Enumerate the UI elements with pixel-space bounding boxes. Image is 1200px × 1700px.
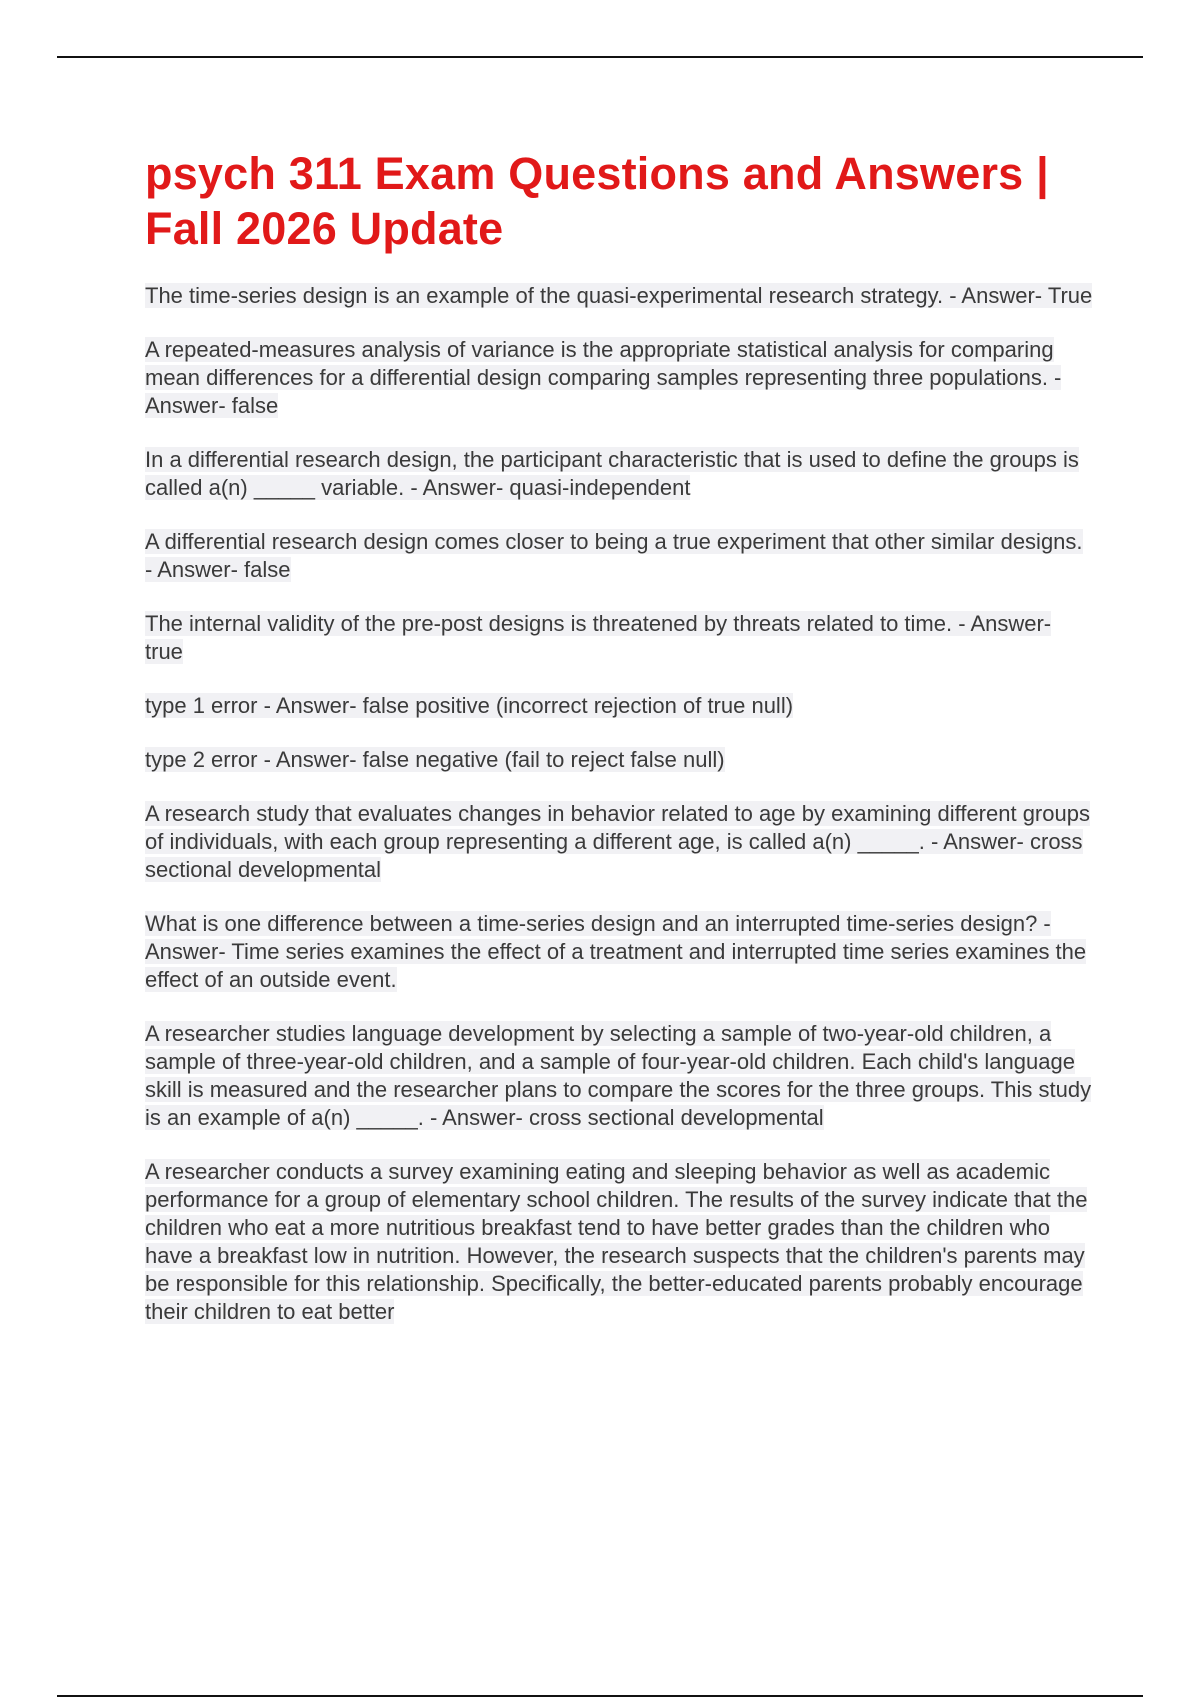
qa-item-text: A repeated-measures analysis of variance is the appropriate statistical analysis for comparing mean differences for a differential design comparing samples representing three populations. - Answer- false	[145, 337, 1062, 418]
page-title: psych 311 Exam Questions and Answers | Fall 2026 Update	[145, 148, 1049, 254]
qa-item-text: The internal validity of the pre-post designs is threatened by threats related to time. - Answer- true	[145, 611, 1052, 664]
qa-list	[145, 282, 1095, 1326]
qa-item	[145, 1020, 1095, 1132]
qa-item	[145, 528, 1095, 584]
bottom-rule	[57, 1695, 1143, 1697]
document-body	[145, 146, 1095, 1352]
qa-item-text: In a differential research design, the participant characteristic that is used to define the groups is called a(n) _____ variable. - Answer- quasi-independent	[145, 447, 1079, 500]
qa-item	[145, 610, 1095, 666]
qa-item-text: A differential research design comes closer to being a true experiment that other similar designs. - Answer- false	[145, 529, 1083, 582]
qa-item-text: type 2 error - Answer- false negative (fail to reject false null)	[145, 747, 725, 772]
qa-item-text: type 1 error - Answer- false positive (incorrect rejection of true null)	[145, 693, 794, 718]
top-rule	[57, 56, 1143, 58]
qa-item	[145, 692, 1095, 720]
qa-item	[145, 746, 1095, 774]
qa-item-text: What is one difference between a time-series design and an interrupted time-series design? - Answer- Time series examines the effect of a treatment and interrupted time series examines the effect of an outside event.	[145, 911, 1087, 992]
qa-item-text: The time-series design is an example of the quasi-experimental research strategy. - Answer- True	[145, 283, 1093, 308]
qa-item	[145, 282, 1095, 310]
qa-item	[145, 336, 1095, 420]
qa-item	[145, 910, 1095, 994]
qa-item-text: A researcher conducts a survey examining eating and sleeping behavior as well as academic performance for a group of elementary school children. The results of the survey indicate that the children who eat a more nutritious breakfast tend to have better grades than the children who have a breakfast low in nutrition. However, the research suspects that the children's parents may be responsible for this relationship. Specifically, the better-educated parents probably encourage their children to eat better	[145, 1159, 1088, 1324]
qa-item	[145, 800, 1095, 884]
qa-item-text: A research study that evaluates changes in behavior related to age by examining different groups of individuals, with each group representing a different age, is called a(n) _____. - Answer- cross sectional developmental	[145, 801, 1090, 882]
qa-item-text: A researcher studies language development by selecting a sample of two-year-old children, a sample of three-year-old children, and a sample of four-year-old children. Each child's language skill is measured and the researcher plans to compare the scores for the three groups. This study is an example of a(n) _____. - Answer- cross sectional developmental	[145, 1021, 1092, 1130]
qa-item	[145, 1158, 1095, 1326]
qa-item	[145, 446, 1095, 502]
